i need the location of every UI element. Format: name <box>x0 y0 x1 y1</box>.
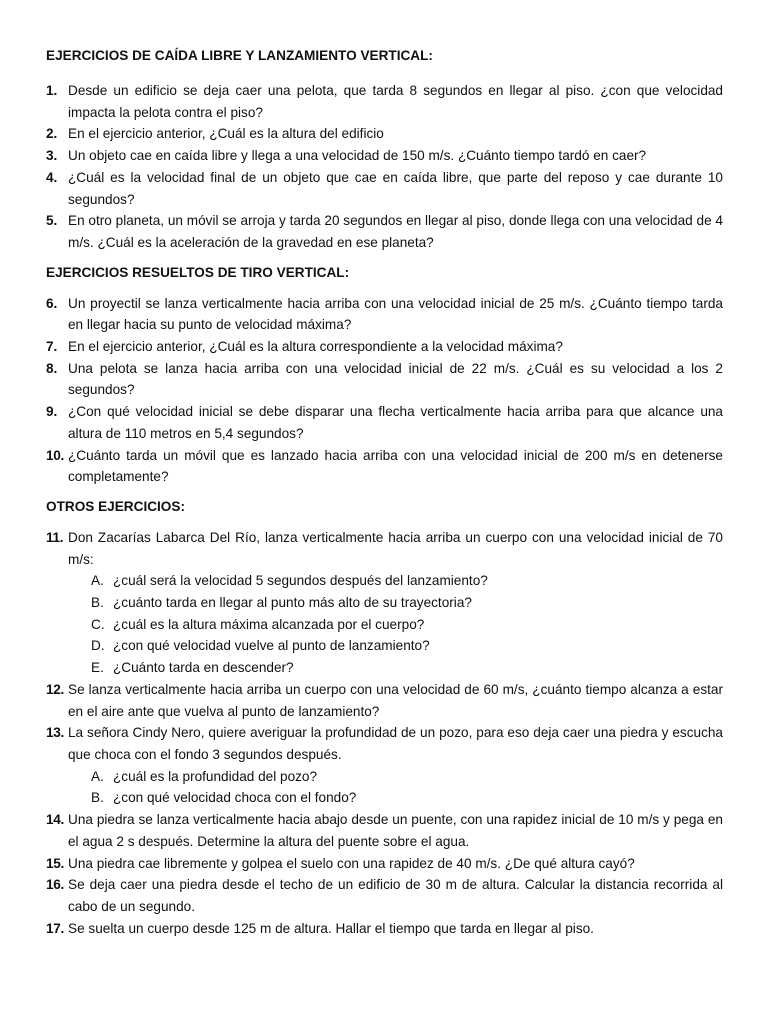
sub-question-letter: A. <box>91 768 104 784</box>
question-text: En otro planeta, un móvil se arroja y tarda 20 segundos en llegar al piso, donde llega con una velocidad de 4 m/s. ¿Cuál es la aceleración de la gravedad en ese planeta? <box>68 213 723 250</box>
question-text: ¿Cuál es la velocidad final de un objeto que cae en caída libre, que parte del reposo y cae durante 10 segundos? <box>68 169 723 207</box>
question-item <box>46 80 723 123</box>
question-item <box>46 293 723 336</box>
question-item <box>46 918 723 940</box>
sub-question-item <box>91 787 723 809</box>
question-text: La señora Cindy Nero, quiere averiguar la profundidad de un pozo, para eso deja caer una piedra y escucha que choca con el fondo 3 segundos después. <box>68 725 723 762</box>
question-item <box>46 336 723 358</box>
question-text: Una pelota se lanza hacia arriba con una velocidad inicial de 22 m/s. ¿Cuál es su velocidad a los 2 segundos? <box>68 360 723 398</box>
question-item <box>46 445 723 488</box>
question-number: 5. <box>46 213 58 229</box>
question-item <box>46 527 723 679</box>
sub-question-text: ¿cuál es la altura máxima alcanzada por el cuerpo? <box>113 616 425 632</box>
sub-question-letter: B. <box>91 595 104 611</box>
question-item <box>46 809 723 852</box>
question-number: 4. <box>46 169 58 185</box>
sub-question-letter: D. <box>91 638 105 654</box>
question-item <box>46 874 723 917</box>
question-number: 13. <box>46 725 64 741</box>
question-text: ¿Con qué velocidad inicial se debe disparar una flecha verticalmente hacia arriba para que alcance una altura de 110 metros en 5,4 segundos? <box>68 404 723 441</box>
question-number: 3. <box>46 148 58 164</box>
question-number: 14. <box>46 812 64 828</box>
question-text: Don Zacarías Labarca Del Río, lanza verticalmente hacia arriba un cuerpo con una velocidad inicial de 70 m/s: <box>68 529 723 567</box>
section-heading-otros: OTROS EJERCICIOS: <box>46 498 185 514</box>
sub-question-item <box>91 592 723 614</box>
sub-question-list <box>68 766 723 809</box>
sub-question-text: ¿con qué velocidad choca con el fondo? <box>113 790 357 806</box>
question-item <box>46 853 723 875</box>
question-number: 17. <box>46 920 64 936</box>
question-text: Se lanza verticalmente hacia arriba un cuerpo con una velocidad de 60 m/s, ¿cuánto tiempo alcanza a estar en el aire ante que vuelva al punto de lanzamiento? <box>68 681 723 719</box>
section-heading-tiro-vertical: EJERCICIOS RESUELTOS DE TIRO VERTICAL: <box>46 264 350 280</box>
question-text: Una piedra se lanza verticalmente hacia abajo desde un puente, con una rapidez inicial de 10 m/s y pega en el agua 2 s después. Determine la altura del puente sobre el agua. <box>68 812 723 849</box>
sub-question-text: ¿con qué velocidad vuelve al punto de lanzamiento? <box>113 638 430 654</box>
question-item <box>46 123 723 145</box>
sub-question-letter: A. <box>91 573 104 589</box>
question-number: 12. <box>46 681 64 697</box>
document-page <box>46 47 723 939</box>
sub-question-text: ¿cuál es la profundidad del pozo? <box>113 768 318 784</box>
sub-question-letter: C. <box>91 616 105 632</box>
sub-question-item <box>91 657 723 679</box>
question-number: 10. <box>46 447 64 463</box>
question-text: ¿Cuánto tarda un móvil que es lanzado hacia arriba con una velocidad inicial de 200 m/s en detenerse completamente? <box>68 447 723 485</box>
sub-question-text: ¿Cuánto tarda en descender? <box>113 660 294 676</box>
question-number: 11. <box>46 529 64 545</box>
question-text: Un objeto cae en caída libre y llega a una velocidad de 150 m/s. ¿Cuánto tiempo tardó en caer? <box>68 148 647 164</box>
sub-question-letter: E. <box>91 660 104 676</box>
sub-question-list <box>68 570 723 679</box>
sub-question-item <box>91 766 723 788</box>
question-item <box>46 722 723 809</box>
question-number: 16. <box>46 877 64 893</box>
question-text: Un proyectil se lanza verticalmente hacia arriba con una velocidad inicial de 25 m/s. ¿Cuánto tiempo tarda en llegar hacia su punto de velocidad máxima? <box>68 295 723 333</box>
question-item <box>46 145 723 167</box>
question-list <box>46 527 723 939</box>
section-heading-caida-libre: EJERCICIOS DE CAÍDA LIBRE Y LANZAMIENTO VERTICAL: <box>46 48 433 63</box>
question-number: 6. <box>46 295 58 311</box>
question-item <box>46 167 723 210</box>
sub-question-item <box>91 635 723 657</box>
sub-question-item <box>91 570 723 592</box>
question-text: Se suelta un cuerpo desde 125 m de altura. Hallar el tiempo que tarda en llegar al piso. <box>68 920 594 936</box>
sub-question-text: ¿cuál será la velocidad 5 segundos después del lanzamiento? <box>113 573 488 589</box>
question-text: Se deja caer una piedra desde el techo de un edificio de 30 m de altura. Calcular la distancia recorrida al cabo de un segundo. <box>68 877 723 914</box>
sub-question-item <box>91 614 723 636</box>
question-number: 8. <box>46 360 58 376</box>
question-number: 15. <box>46 855 64 871</box>
question-number: 9. <box>46 404 58 420</box>
question-text: Una piedra cae libremente y golpea el suelo con una rapidez de 40 m/s. ¿De qué altura cayó? <box>68 855 635 871</box>
question-item <box>46 401 723 444</box>
question-text: En el ejercicio anterior, ¿Cuál es la altura correspondiente a la velocidad máxima? <box>68 339 563 355</box>
question-list <box>46 80 723 254</box>
question-text: Desde un edificio se deja caer una pelota, que tarda 8 segundos en llegar al piso. ¿con que velocidad impacta la pelota contra el piso? <box>68 83 723 120</box>
question-item <box>46 679 723 722</box>
sub-question-letter: B. <box>91 790 104 806</box>
question-number: 7. <box>46 339 58 355</box>
question-number: 2. <box>46 126 58 142</box>
question-item <box>46 358 723 401</box>
question-list <box>46 293 723 488</box>
sub-question-text: ¿cuánto tarda en llegar al punto más alto de su trayectoria? <box>113 595 472 611</box>
question-item <box>46 210 723 253</box>
question-text: En el ejercicio anterior, ¿Cuál es la altura del edificio <box>68 126 384 142</box>
question-number: 1. <box>46 83 58 98</box>
